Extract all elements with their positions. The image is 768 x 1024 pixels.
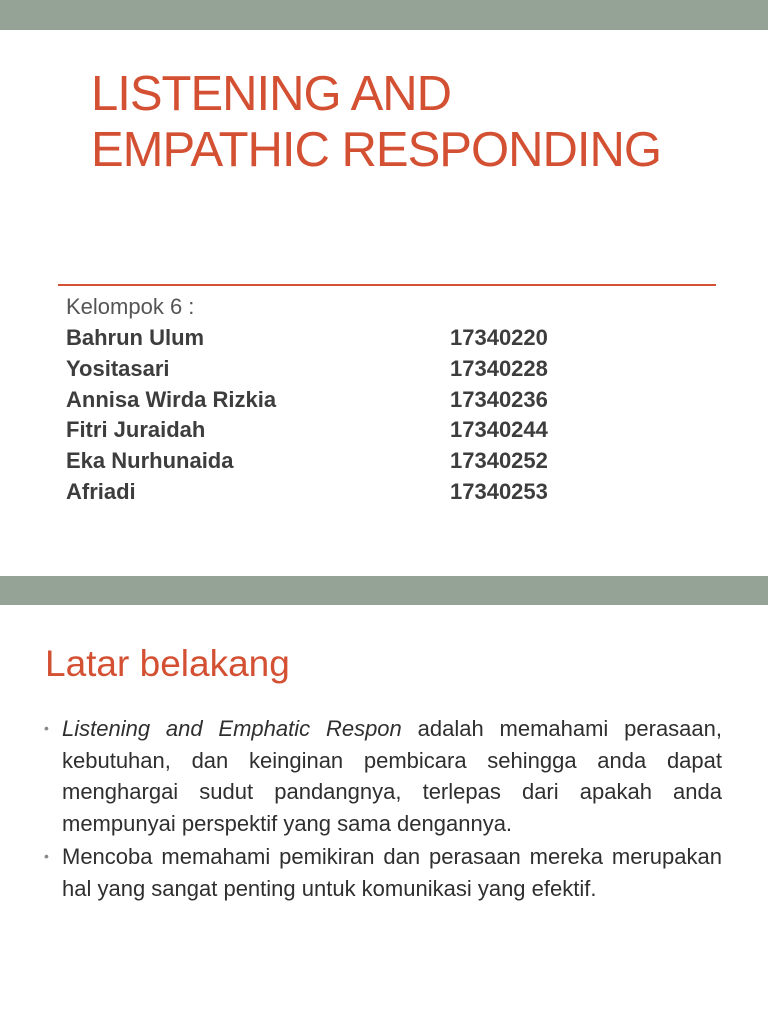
group-label: Kelompok 6 : [66,294,195,319]
bullet-text: Mencoba memahami pemikiran dan perasaan mereka merupakan hal yang sangat penting untuk komunikasi yang efektif. [62,844,722,901]
member-name: Yositasari [66,355,170,381]
member-id: 17340244 [450,417,548,443]
member-id: 17340252 [450,448,548,474]
section-title: Latar belakang [45,643,290,684]
member-id: 17340253 [450,478,548,504]
member-row [66,323,586,354]
bullet-italic-lead: Listening and Emphatic Respon [62,716,402,741]
bullet-item [44,713,722,839]
member-row [66,477,586,508]
member-id: 17340228 [450,355,548,381]
member-row [66,385,586,416]
member-id: 17340220 [450,325,548,350]
member-row [66,446,586,477]
member-name: Fitri Juraidah [66,417,206,443]
member-name: Afriadi [66,478,136,504]
bullet-mark: • [44,848,49,864]
top-color-bar [0,0,768,30]
member-name: Bahrun Ulum [66,325,205,350]
slide-title-line2: EMPATHIC RESPONDING [91,123,661,177]
slide-title-line1: LISTENING AND [91,67,452,121]
slide-title [91,66,751,178]
bullet-list [44,713,722,906]
slide-separator-bar [0,576,768,605]
member-row [66,415,586,446]
bullet-mark: • [44,720,49,736]
member-list [66,323,586,508]
member-name: Annisa Wirda Rizkia [66,386,277,412]
bullet-text: adalah memahami perasaan, kebutuhan, dan keinginan pembicara sehingga anda dapat menghargai sudut pandangnya, terlepas dari apakah anda mempunyai perspektif yang sama dengannya. [62,716,722,836]
member-row [66,354,586,385]
title-divider [58,284,716,286]
member-name: Eka Nurhunaida [66,448,234,474]
bullet-item [44,841,722,904]
member-id: 17340236 [450,386,548,412]
